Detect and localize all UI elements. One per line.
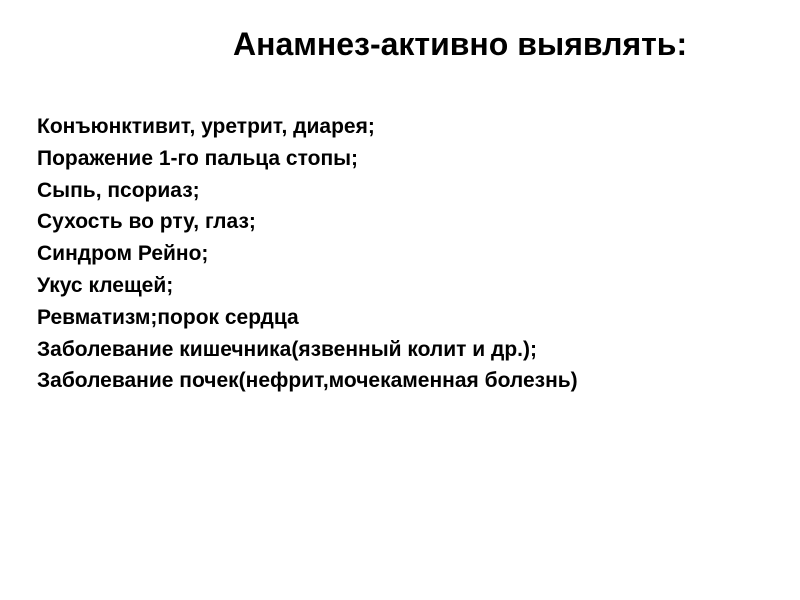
list-item: Сухость во рту, глаз; (37, 210, 256, 234)
list-item: Заболевание кишечника(язвенный колит и др.); (37, 337, 538, 361)
list-item: Сыпь, псориаз; (37, 178, 200, 202)
list-item: Поражение 1-го пальца стопы; (37, 146, 359, 170)
list-item: Синдром Рейно; (37, 242, 209, 266)
symptom-list (37, 111, 578, 397)
list-item: Заболевание почек(нефрит,мочекаменная болезнь) (37, 369, 578, 393)
list-item: Укус клещей; (37, 273, 174, 297)
slide-title: Анамнез-активно выявлять: (233, 26, 688, 62)
list-item: Конъюнктивит, уретрит, диарея; (37, 115, 375, 138)
list-item: Ревматизм;порок сердца (37, 305, 299, 329)
